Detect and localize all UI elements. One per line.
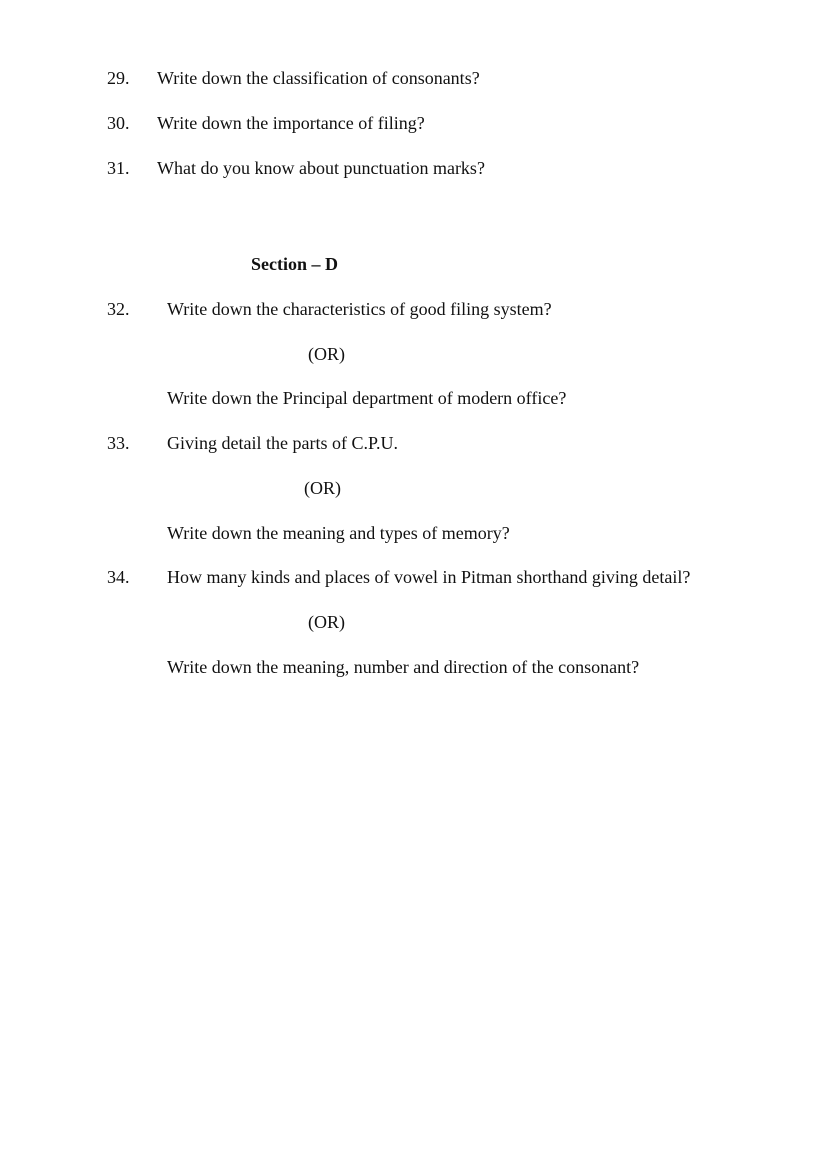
- alternative-question-text: Write down the meaning and types of memory?: [167, 523, 510, 543]
- question-number: 31.: [107, 158, 130, 178]
- alternative-question-text: Write down the meaning, number and direction of the consonant?: [167, 657, 640, 677]
- alternative-question-text: Write down the Principal department of modern office?: [167, 388, 567, 408]
- question-text: Write down the characteristics of good filing system?: [167, 299, 552, 319]
- question-number: 29.: [107, 68, 130, 88]
- or-label: (OR): [304, 478, 341, 498]
- or-label: (OR): [308, 612, 345, 632]
- question-number: 32.: [107, 299, 130, 319]
- question-text: Write down the importance of filing?: [157, 113, 425, 133]
- question-number: 33.: [107, 433, 130, 453]
- question-text: Giving detail the parts of C.P.U.: [167, 433, 398, 453]
- question-text: How many kinds and places of vowel in Pitman shorthand giving detail?: [167, 567, 691, 587]
- question-number: 30.: [107, 113, 130, 133]
- question-text: What do you know about punctuation marks?: [157, 158, 485, 178]
- section-d-heading: Section – D: [251, 254, 338, 274]
- or-label: (OR): [308, 344, 345, 364]
- question-number: 34.: [107, 567, 130, 587]
- question-text: Write down the classification of consonants?: [157, 68, 480, 88]
